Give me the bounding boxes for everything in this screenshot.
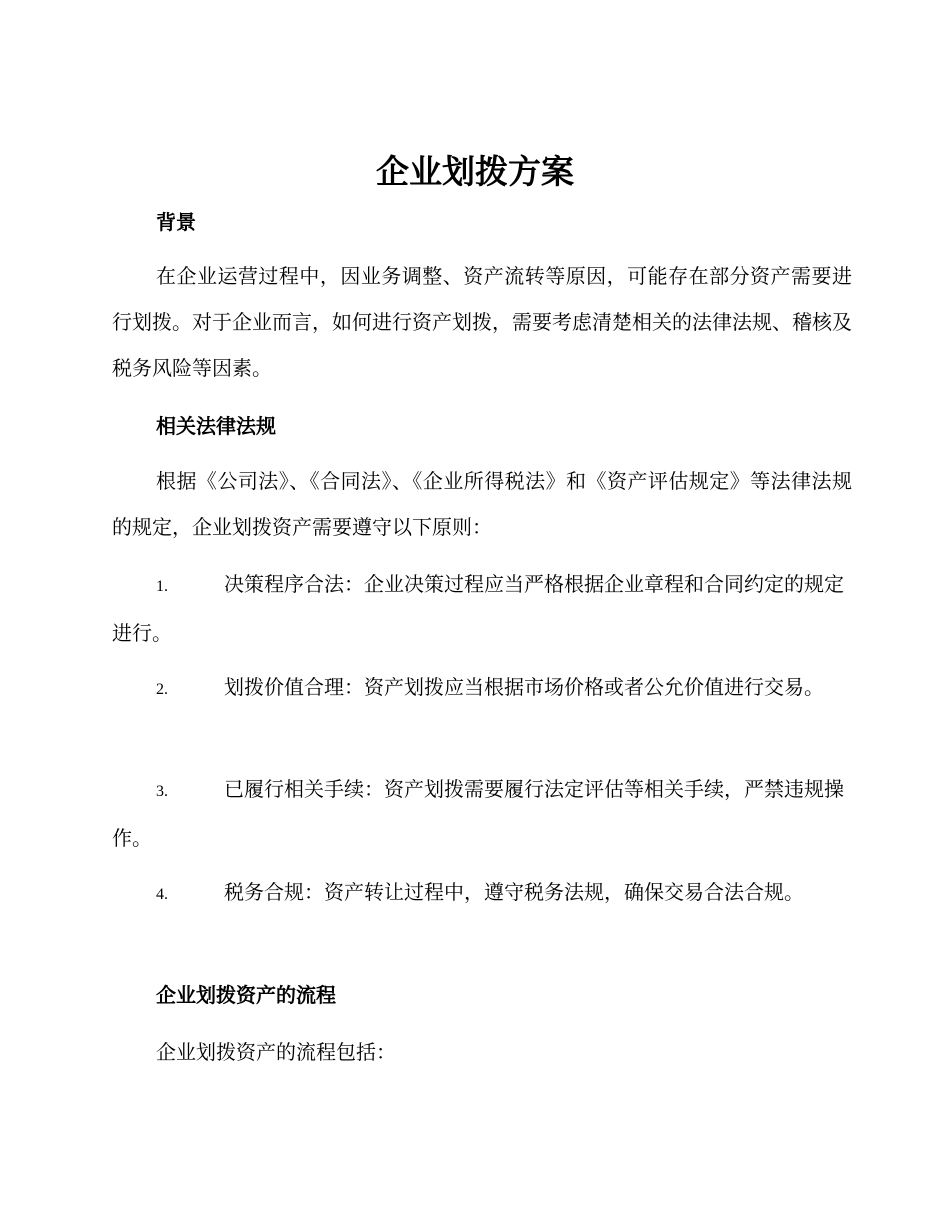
section-heading-laws: 相关法律法规 — [156, 414, 276, 438]
list-item-number: 2. — [156, 681, 168, 698]
section-heading-process: 企业划拨资产的流程 — [156, 983, 336, 1007]
list-item-text: 划拨价值合理：资产划拨应当根据市场价格或者公允价值进行交易。 — [224, 675, 824, 699]
list-item-text: 税务合规：资产转让过程中，遵守税务法规，确保交易合法合规。 — [224, 880, 804, 904]
list-item — [112, 561, 852, 656]
section-paragraph-background: 在企业运营过程中，因业务调整、资产流转等原因，可能存在部分资产需要进行划拨。对于企业而言，如何进行资产划拨，需要考虑清楚相关的法律法规、稽核及税务风险等因素。 — [112, 264, 852, 380]
list-item-text: 已履行相关手续：资产划拨需要履行法定评估等相关手续，严禁违规操作。 — [112, 777, 844, 850]
list-item-number: 4. — [156, 886, 168, 903]
list-item-number: 3. — [156, 783, 168, 800]
list-item — [112, 869, 852, 918]
section-heading-background: 背景 — [156, 210, 196, 234]
section-paragraph-laws: 根据《公司法》、《合同法》、《企业所得税法》和《资产评估规定》等法律法规的规定，企业划拨资产需要遵守以下原则： — [112, 469, 852, 539]
list-item — [112, 664, 852, 713]
list-item-text: 决策程序合法：企业决策过程应当严格根据企业章程和合同约定的规定进行。 — [112, 572, 844, 645]
section-paragraph-process: 企业划拨资产的流程包括： — [156, 1040, 396, 1064]
list-item-number: 1. — [156, 578, 168, 595]
document-title: 企业划拨方案 — [376, 152, 574, 191]
list-item — [112, 766, 852, 861]
